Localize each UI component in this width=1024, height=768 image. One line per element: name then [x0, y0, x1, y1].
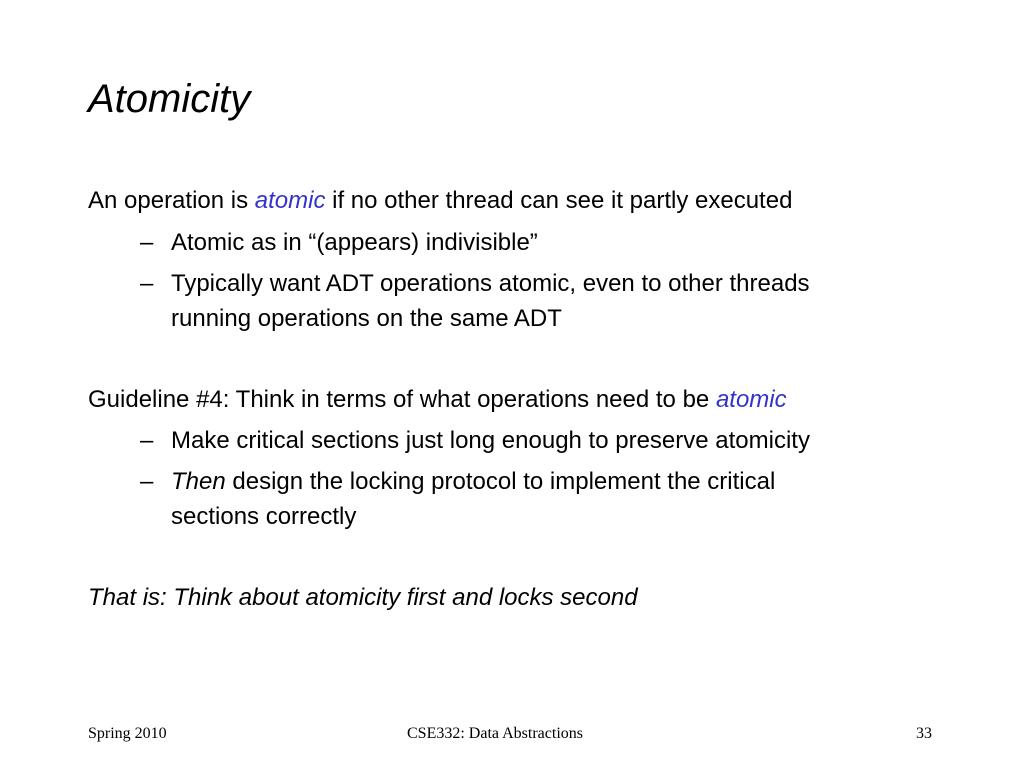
paragraph-text: An operation is [88, 187, 255, 214]
slide-title: Atomicity [88, 77, 251, 121]
bullet-dash: – [140, 229, 154, 256]
bullet-text-continued: running operations on the same ADT [171, 305, 562, 332]
footer-date: Spring 2010 [88, 725, 167, 742]
bullet-dash: – [140, 468, 154, 495]
bullet-text: Typically want ADT operations atomic, even to other threads [171, 270, 810, 297]
paragraph-atomic-definition [88, 186, 792, 216]
paragraph-summary: That is: Think about atomicity first and locks second [88, 584, 638, 611]
paragraph-text: Guideline #4: Think in terms of what operations need to be [88, 386, 716, 413]
bullet-text-continued: sections correctly [171, 503, 357, 530]
paragraph-guideline [88, 385, 787, 415]
bullet-text [171, 467, 775, 497]
paragraph-text: if no other thread can see it partly executed [325, 187, 793, 214]
keyword-atomic: atomic [715, 386, 787, 413]
bullet-dash: – [140, 427, 154, 454]
bullet-text: Atomic as in “(appears) indivisible” [171, 229, 538, 256]
footer-course: CSE332: Data Abstractions [407, 725, 583, 742]
bullet-text-rest: design the locking protocol to implement the critical [225, 468, 776, 495]
bullet-text: Make critical sections just long enough to preserve atomicity [171, 427, 810, 454]
keyword-atomic: atomic [254, 187, 326, 214]
page-number: 33 [916, 725, 932, 742]
emphasis-then: Then [171, 468, 226, 495]
bullet-dash: – [140, 270, 154, 297]
